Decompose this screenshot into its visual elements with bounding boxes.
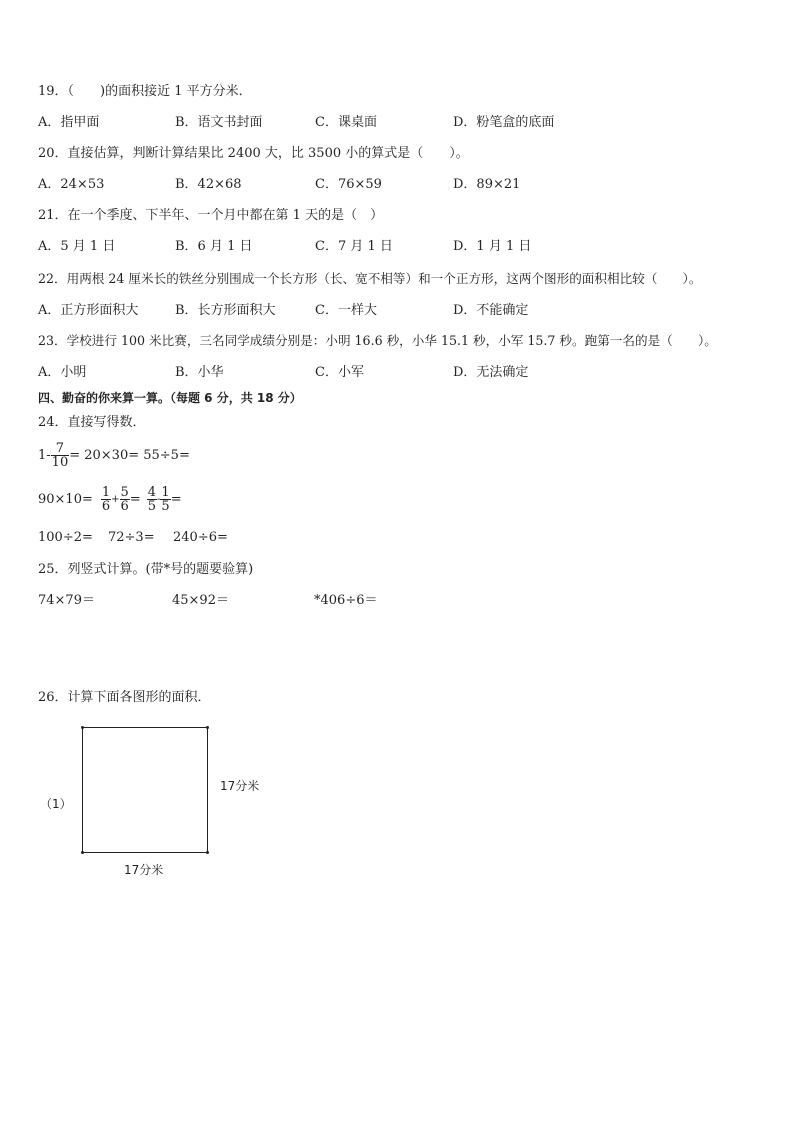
q24-fraction-1-6 [101,486,111,513]
minus-sign: - [157,494,161,505]
q24-row1-prefix: 1- [38,448,51,463]
q21-option-c: C．7 月 1 日 [315,239,393,254]
square-corner-dot [206,726,209,729]
q19-option-d: D．粉笔盒的底面 [453,115,555,130]
equals-sign: = [129,492,141,507]
fraction-numerator: 7 [51,442,70,456]
square-corner-dot [81,726,84,729]
section-4-heading: 四、勤奋的你来算一算。（每题 6 分，共 18 分） [38,391,302,405]
q24-row-1 [38,442,190,469]
q24-row1-rest: = 20×30= 55÷5= [69,448,190,463]
q22-option-c: C．一样大 [315,303,377,318]
q24-row3-item-2: 72÷3= [108,530,155,545]
q22-option-d: D．不能确定 [453,303,529,318]
q24-fraction-7-10 [51,442,70,469]
q24-stem: 24．直接写得数． [38,415,146,430]
q23-option-b: B．小华 [175,365,224,380]
equals-sign: = [170,492,182,507]
q24-row2-prefix: 90×10= [38,492,93,507]
q20-option-d: D．89×21 [453,177,521,192]
q24-fraction-5-6 [120,486,130,513]
fraction-numerator: 1 [101,485,111,500]
q20-option-a: A．24×53 [38,177,105,192]
square-corner-dot [206,851,209,854]
q21-option-a: A．5 月 1 日 [38,239,116,254]
q21-option-b: B．6 月 1 日 [175,239,253,254]
fraction-denominator: 5 [161,499,170,514]
fraction-numerator: 4 [147,485,157,500]
q25-stem: 25．列竖式计算。(带*号的题要验算) [38,562,254,577]
fraction-denominator: 10 [51,455,69,470]
q22-option-a: A．正方形面积大 [38,303,139,318]
q22-option-b: B．长方形面积大 [175,303,276,318]
q23-option-d: D．无法确定 [453,365,529,380]
q23-stem: 23．学校进行 100 米比赛，三名同学成绩分别是：小明 16.6 秒，小华 15.1 秒，小军 15.7 秒。跑第一名的是（ ）。 [38,333,717,348]
q19-option-a: A．指甲面 [38,115,100,130]
q24-row3-item-1: 100÷2= [38,530,93,545]
square-figure [82,727,208,853]
q20-option-c: C．76×59 [315,177,382,192]
q19-option-b: B．语文书封面 [175,115,263,130]
square-side-label: 17分米 [220,779,260,793]
q25-item-3: *406÷6＝ [314,593,378,608]
fraction-denominator: 6 [120,499,129,514]
q21-stem: 21．在一个季度、下半年、一个月中都在第 1 天的是（ ） [38,208,384,223]
fraction-numerator: 1 [161,485,170,500]
figure-1-label: （1） [40,797,72,811]
q23-option-a: A．小明 [38,365,87,380]
fraction-denominator: 5 [147,499,157,514]
q24-row-2 [38,486,182,513]
plus-sign: + [111,494,120,505]
q19-option-c: C．课桌面 [315,115,377,130]
fraction-denominator: 6 [101,499,111,514]
fraction-numerator: 5 [120,485,129,500]
q23-option-c: C．小军 [315,365,364,380]
q24-fraction-4-5 [147,486,157,513]
q20-stem: 20．直接估算，判断计算结果比 2400 大，比 3500 小的算式是（ ）。 [38,146,469,161]
q21-option-d: D．1 月 1 日 [453,239,532,254]
q19-stem: 19．（ )的面积接近 1 平方分米． [38,84,252,99]
q25-item-2: 45×92＝ [172,593,229,608]
square-corner-dot [81,851,84,854]
q24-fraction-1-5 [160,486,170,513]
q26-stem: 26．计算下面各图形的面积． [38,690,211,705]
q24-row3-item-3: 240÷6= [173,530,228,545]
q22-stem: 22．用两根 24 厘米长的铁丝分别围成一个长方形（长、宽不相等）和一个正方形，这两个图形的面积相比较（ ）。 [38,271,702,286]
q20-option-b: B．42×68 [175,177,242,192]
square-bottom-label: 17分米 [124,863,164,877]
q25-item-1: 74×79＝ [38,593,95,608]
